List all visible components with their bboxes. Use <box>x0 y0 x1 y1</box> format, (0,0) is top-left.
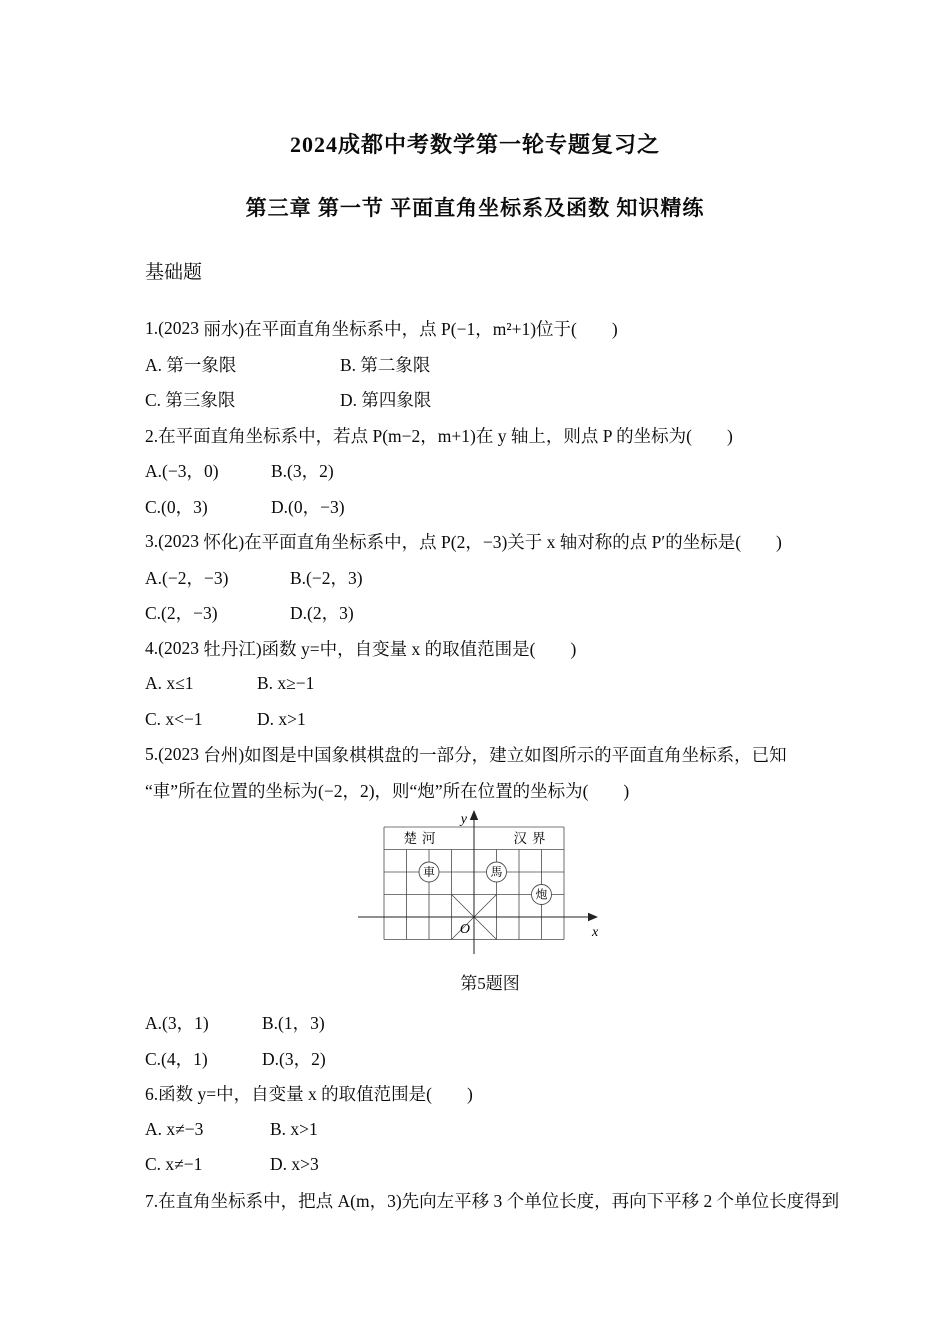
question-1-option-c: C. 第三象限 <box>145 390 236 411</box>
document-title: 2024成都中考数学第一轮专题复习之 <box>289 132 660 157</box>
question-5-options-row-1 <box>145 1005 890 1041</box>
river-label-chu-he: 楚河 <box>403 831 441 846</box>
question-3-options-row-2 <box>145 595 890 631</box>
question-2-options-row-1 <box>145 453 890 489</box>
question-5-option-a: A.(3，1) <box>145 1013 209 1034</box>
question-7-stem-text: 7.在直角坐标系中，把点 A(m，3)先向左平移 3 个单位长度，再向下平移 2 个单位长度得到 <box>145 1190 840 1211</box>
question-2-stem-text: 2.在平面直角坐标系中，若点 P(m−2，m+1)在 y 轴上，则点 P 的坐标为( ) <box>145 425 733 446</box>
question-5-option-c: C.(4，1) <box>145 1048 208 1069</box>
origin-label: O <box>459 922 470 937</box>
question-1-options-row-2 <box>145 382 890 418</box>
question-5-stem-rest: )如图是中国象棋棋盘的一部分，建立如图所示的平面直角坐标系，已知 <box>238 745 787 766</box>
question-3-venue: 怀化 <box>203 532 239 553</box>
question-3-option-c: C.(2，−3) <box>145 603 218 624</box>
question-2-option-d: D.(0，−3) <box>271 496 345 517</box>
chess-piece-cannon-label: 炮 <box>535 887 548 902</box>
question-5-stem-line-1 <box>145 737 890 773</box>
question-4-option-a: A. x≤1 <box>145 673 194 694</box>
question-1-stem-rest: )在平面直角坐标系中，点 P(−1，m²+1)位于( ) <box>238 319 618 340</box>
question-6-stem <box>145 1076 890 1112</box>
question-6-options-row-1 <box>145 1112 890 1148</box>
questions-area <box>145 311 890 1218</box>
question-6-option-c: C. x≠−1 <box>145 1154 203 1175</box>
question-5-stem-pre: 5.(2023 <box>145 744 204 765</box>
figure-caption: 第5题图 <box>460 974 520 993</box>
question-2-option-a: A.(−3，0) <box>145 461 219 482</box>
question-5-option-b: B.(1，3) <box>262 1013 325 1034</box>
chess-piece-horse-label: 馬 <box>490 865 503 879</box>
question-3-stem-pre: 3.(2023 <box>145 531 204 552</box>
question-4-venue: 牡丹江 <box>203 638 256 659</box>
question-1-option-a: A. 第一象限 <box>145 354 237 375</box>
y-axis-arrow <box>470 810 478 820</box>
question-4-option-c: C. x<−1 <box>145 708 203 729</box>
chess-piece-chariot-label: 車 <box>422 865 436 879</box>
question-3-stem-rest: )在平面直角坐标系中，点 P(2，−3)关于 x 轴对称的点 P′的坐标是( ) <box>238 532 782 553</box>
question-1-stem <box>145 311 890 347</box>
x-axis-arrow <box>588 913 598 921</box>
question-1-options-row-1 <box>145 347 890 383</box>
question-2-options-row-2 <box>145 489 890 525</box>
question-6-option-a: A. x≠−3 <box>145 1118 204 1139</box>
question-3-options-row-1 <box>145 560 890 596</box>
question-4-stem-pre: 4.(2023 <box>145 637 204 658</box>
question-4-option-b: B. x≥−1 <box>257 673 315 694</box>
question-5-figure <box>358 808 622 958</box>
question-1-option-b: B. 第二象限 <box>340 354 431 375</box>
question-4-option-d: D. x>1 <box>257 708 306 729</box>
question-4-options-row-1 <box>145 666 890 702</box>
question-4-stem-rest: )函数 y=中，自变量 x 的取值范围是( ) <box>255 638 577 659</box>
chess-pieces <box>419 862 552 905</box>
question-1-venue: 丽水 <box>203 319 239 340</box>
question-5-stem-line-2 <box>145 773 890 809</box>
question-3-option-a: A.(−2，−3) <box>145 567 229 588</box>
question-6-option-d: D. x>3 <box>270 1154 319 1175</box>
question-3-stem <box>145 524 890 560</box>
question-6-option-b: B. x>1 <box>270 1118 318 1139</box>
section-heading-basic: 基础题 <box>145 262 203 283</box>
y-axis-label: y <box>460 812 467 827</box>
question-5-options-row-2 <box>145 1041 890 1077</box>
question-6-options-row-2 <box>145 1147 890 1183</box>
question-1-stem-pre: 1.(2023 <box>145 318 204 339</box>
question-5-option-d: D.(3，2) <box>262 1048 326 1069</box>
x-axis-label: x <box>592 925 599 940</box>
river-label-han-jie: 汉界 <box>513 831 551 846</box>
question-7-stem <box>145 1183 890 1219</box>
question-5-stem-line-2-text: “車”所在位置的坐标为(−2，2)，则“炮”所在位置的坐标为( ) <box>145 780 630 801</box>
question-1-option-d: D. 第四象限 <box>340 390 432 411</box>
question-5-venue: 台州 <box>203 745 239 766</box>
question-4-options-row-2 <box>145 702 890 738</box>
question-3-option-b: B.(−2，3) <box>290 567 363 588</box>
question-2-option-b: B.(3，2) <box>271 461 334 482</box>
question-6-stem-text: 6.函数 y=中，自变量 x 的取值范围是( ) <box>145 1084 473 1105</box>
question-2-stem <box>145 418 890 454</box>
question-4-stem <box>145 631 890 667</box>
question-3-option-d: D.(2，3) <box>290 603 354 624</box>
question-2-option-c: C.(0，3) <box>145 496 208 517</box>
coordinate-axes <box>358 814 588 954</box>
document-subtitle: 第三章 第一节 平面直角坐标系及函数 知识精练 <box>245 196 705 220</box>
